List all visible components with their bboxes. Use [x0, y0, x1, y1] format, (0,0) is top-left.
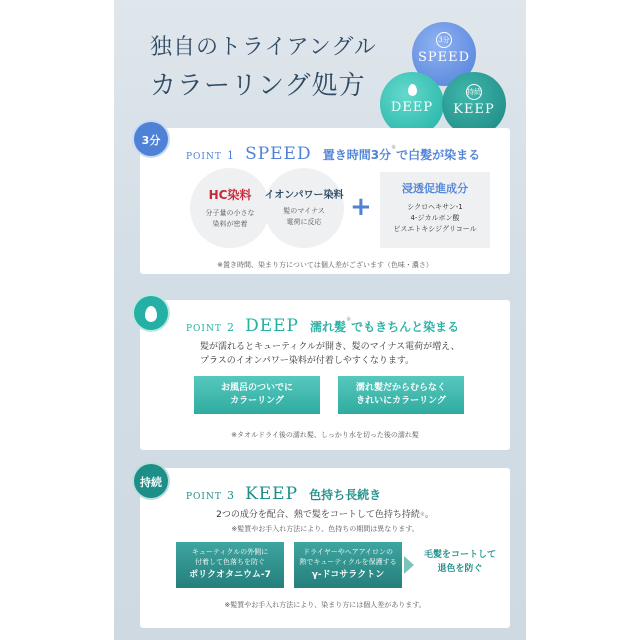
point-name: DEEP: [245, 316, 299, 336]
point-3-sub-note: ※髪質やお手入れ方法により、色持ちの期間は異なります。: [231, 525, 419, 533]
booster-title: 浸透促進成分: [402, 182, 468, 195]
point-3-note: ※髪質やお手入れ方法により、染まり方には個人差があります。: [224, 601, 426, 609]
booster-line-3: ビスエトキシジグリコール: [393, 225, 477, 233]
point-3-body: [140, 508, 510, 522]
hc-dye-bubble: [190, 168, 270, 248]
point-1-badge: 3分: [132, 120, 170, 158]
booster-box: [380, 172, 490, 248]
booster-line-2: 4-ジカルボン酸: [410, 214, 460, 222]
point-desc-b: で白髪が染まる: [396, 148, 481, 162]
point-number: 2: [226, 321, 234, 334]
footnote-mark: ※: [346, 316, 352, 323]
footnote-mark: ※: [419, 511, 425, 518]
water-drop-icon: [145, 306, 157, 322]
point-name: SPEED: [245, 144, 312, 164]
point-number: 1: [226, 149, 234, 162]
hc-dye-line-1: 分子量の小さな: [205, 209, 255, 217]
docosalactone-line-1: ドライヤーやヘアアイロンの: [303, 548, 393, 556]
booster-line-1: シクロヘキサン-1: [407, 203, 463, 211]
page-title: [150, 30, 377, 102]
polyquaternium-line-1: キューティクルの外側に: [191, 548, 269, 556]
point-2-note: ※タオルドライ後の濡れ髪、しっかり水を切った後の濡れ髪: [231, 431, 419, 439]
point-2-body-line-1: 髪が濡れるとキューティクルが開き、髪のマイナス電荷が増え、: [200, 342, 460, 352]
point-desc-a: 濡れ髪: [310, 320, 347, 334]
point-desc-b: でもきちんと染まる: [351, 320, 460, 334]
point-3-body-a: 2つの成分を配合、熱で髪をコートして色持ち持続: [216, 510, 420, 520]
point-2-card: [140, 300, 510, 450]
point-2-badge: [132, 294, 170, 332]
result-line-2: 退色を防ぐ: [437, 564, 483, 574]
docosalactone-name: γ-ドコサラクトン: [311, 570, 385, 580]
result-text: [420, 548, 500, 576]
ion-dye-bubble: [264, 168, 344, 248]
point-number: 3: [226, 489, 234, 502]
point-3-badge: 持続: [132, 462, 170, 500]
footnote-mark: ※: [391, 144, 397, 151]
speed-circle-badge: 3分: [436, 32, 452, 48]
point-label: POINT: [186, 324, 222, 334]
bath-coloring-line-1: お風呂のついでに: [220, 383, 293, 393]
keep-circle: [442, 72, 506, 136]
hc-dye-title: HC染料: [208, 188, 252, 202]
point-desc-a: 置き時間3分: [322, 148, 392, 162]
product-infographic: [114, 0, 526, 640]
polyquaternium-box: [176, 542, 284, 588]
docosalactone-line-2: 熱でキューティクルを保護する: [299, 558, 397, 566]
point-label: POINT: [186, 492, 222, 502]
point-3-card: [140, 468, 510, 628]
docosalactone-box: [294, 542, 402, 588]
point-desc: 色持ち長続き: [309, 488, 382, 502]
wet-hair-coloring-line-2: きれいにカラーリング: [356, 396, 446, 406]
point-label: POINT: [186, 152, 222, 162]
point-2-heading: [186, 316, 459, 336]
water-drop-icon: [408, 84, 417, 96]
point-1-note: ※置き時間、染まり方については個人差がございます（色味・濃さ）: [217, 261, 433, 269]
ion-dye-line-1: 髪のマイナス: [283, 207, 325, 215]
polyquaternium-name: ポリクオタニウム-7: [189, 570, 271, 580]
polyquaternium-line-2: 付着して色落ちを防ぐ: [195, 558, 265, 566]
title-line-1: 独自のトライアングル: [150, 35, 377, 60]
keep-circle-badge: 持続: [466, 84, 482, 100]
wet-hair-coloring-line-1: 濡れ髪だからむらなく: [355, 383, 446, 393]
point-3-body-b: 。: [424, 510, 434, 520]
bath-coloring-line-2: カラーリング: [230, 396, 284, 406]
ion-dye-line-2: 電荷に反応: [286, 218, 322, 226]
arrow-right-icon: [404, 556, 414, 574]
point-1-card: [140, 128, 510, 274]
title-line-2: カラーリング処方: [150, 71, 366, 101]
speed-circle-label: SPEED: [417, 50, 471, 65]
keep-circle-label: KEEP: [453, 102, 495, 117]
result-line-1: 毛髪をコートして: [423, 550, 496, 560]
hc-dye-line-2: 染料が密着: [212, 220, 248, 228]
wet-hair-coloring-label: [338, 376, 464, 414]
point-3-heading: [186, 484, 381, 504]
ion-dye-title: イオンパワー染料: [264, 190, 344, 201]
point-2-body: [200, 340, 460, 368]
point-name: KEEP: [245, 484, 299, 504]
point-1-heading: [186, 144, 480, 164]
point-2-body-line-2: プラスのイオンパワー染料が付着しやすくなります。: [200, 356, 415, 366]
deep-circle: [380, 72, 444, 136]
deep-circle-label: DEEP: [390, 100, 434, 115]
bath-coloring-label: [194, 376, 320, 414]
plus-icon: +: [350, 192, 372, 222]
